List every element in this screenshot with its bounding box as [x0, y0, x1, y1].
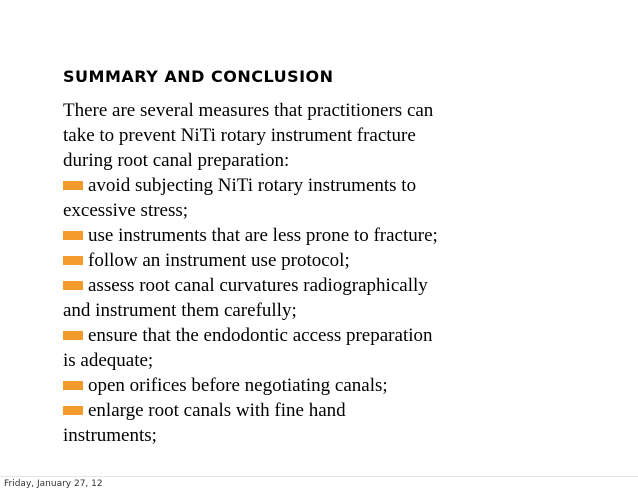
- bullet-dash-icon: [63, 331, 83, 340]
- bullet-line: [63, 373, 583, 398]
- bullet-continuation: instruments;: [63, 425, 157, 446]
- bullet-line: [63, 398, 583, 423]
- bullet-continuation: excessive stress;: [63, 200, 189, 221]
- footer-bar: [0, 476, 638, 492]
- intro-line: during root canal preparation:: [63, 150, 290, 171]
- slide-title: SUMMARY AND CONCLUSION: [63, 67, 334, 86]
- bullet-dash-icon: [63, 231, 83, 240]
- bullet-line: [63, 223, 583, 248]
- bullet-text: ensure that the endodontic access preparation: [88, 325, 433, 346]
- bullet-text: avoid subjecting NiTi rotary instruments to: [88, 175, 417, 196]
- bullet-continuation: and instrument them carefully;: [63, 300, 297, 321]
- intro-line: take to prevent NiTi rotary instrument fracture: [63, 125, 416, 146]
- bullet-line: [63, 323, 583, 348]
- bullet-continuation: is adequate;: [63, 350, 154, 371]
- slide-body: [63, 98, 583, 448]
- intro-line: There are several measures that practitioners can: [63, 100, 434, 121]
- bullet-item: [63, 223, 583, 248]
- bullet-dash-icon: [63, 256, 83, 265]
- bullet-text: use instruments that are less prone to fracture;: [88, 225, 438, 246]
- footer-date: Friday, January 27, 12: [4, 479, 103, 489]
- bullet-line: [63, 173, 583, 198]
- bullet-dash-icon: [63, 281, 83, 290]
- bullet-item: [63, 273, 583, 323]
- bullet-item: [63, 398, 583, 448]
- bullet-item: [63, 323, 583, 373]
- bullet-item: [63, 173, 583, 223]
- bullet-dash-icon: [63, 181, 83, 190]
- bullet-text: assess root canal curvatures radiographically: [88, 275, 428, 296]
- bullet-text: open orifices before negotiating canals;: [88, 375, 388, 396]
- bullet-line: [63, 273, 583, 298]
- bullet-item: [63, 373, 583, 398]
- bullet-text: follow an instrument use protocol;: [88, 250, 350, 271]
- bullet-line: [63, 248, 583, 273]
- bullet-dash-icon: [63, 381, 83, 390]
- bullet-dash-icon: [63, 406, 83, 415]
- bullet-text: enlarge root canals with fine hand: [88, 400, 346, 421]
- bullet-item: [63, 248, 583, 273]
